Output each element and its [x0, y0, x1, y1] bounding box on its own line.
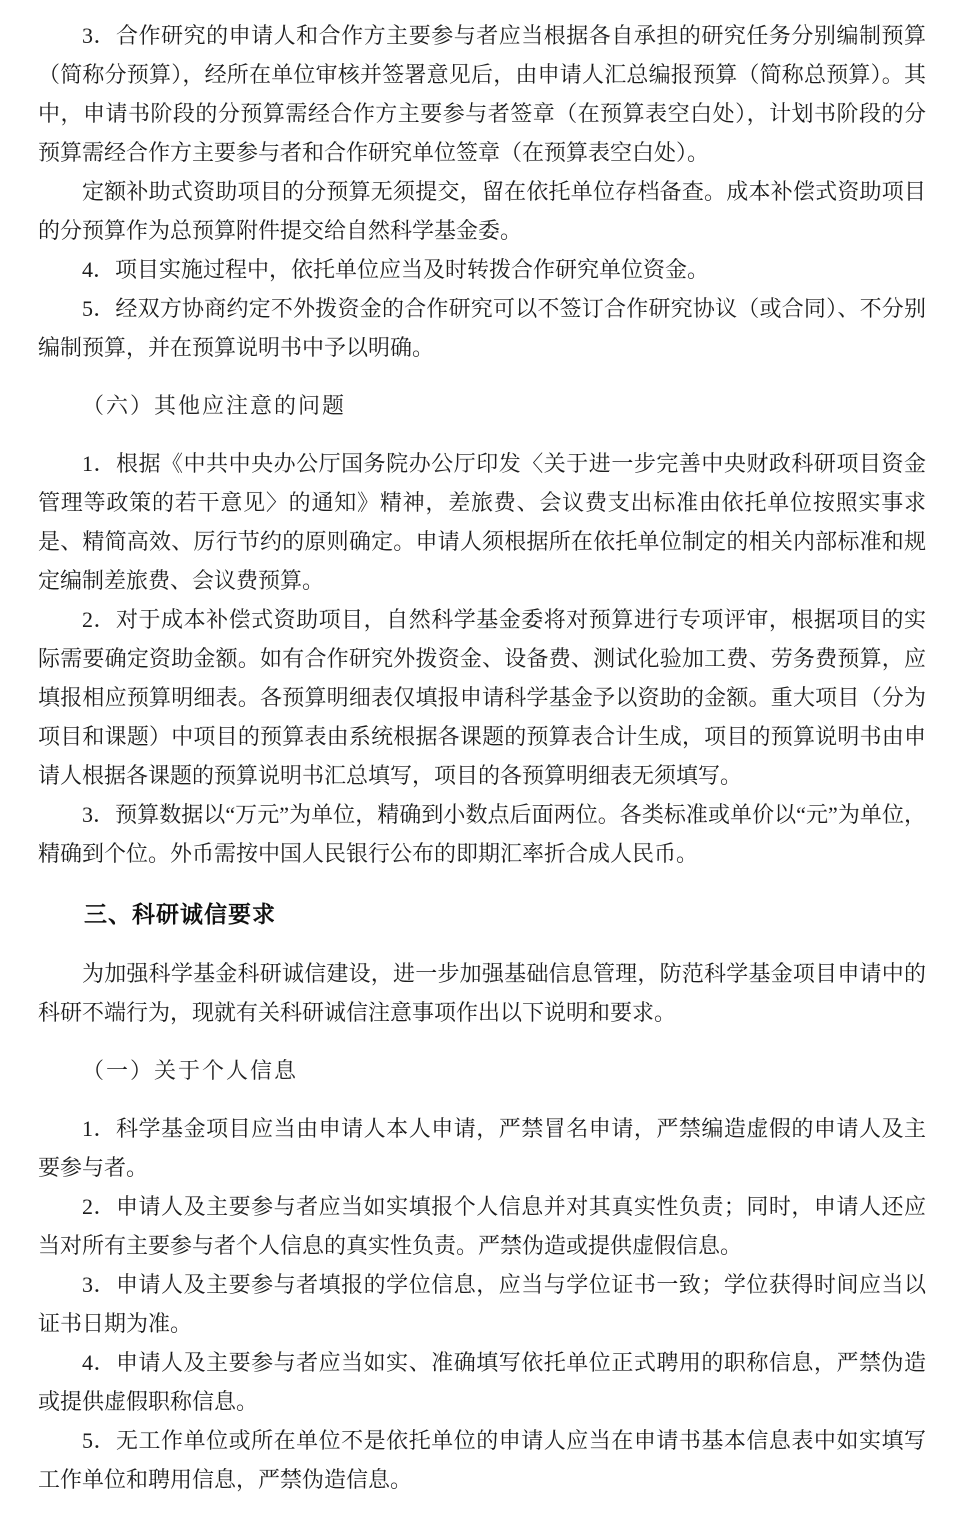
subsection-heading: （一）关于个人信息 — [82, 1058, 299, 1083]
paragraph: 为加强科学基金科研诚信建设，进一步加强基础信息管理，防范科学基金项目申请中的科研不端行为，现就有关科研诚信注意事项作出以下说明和要求。 — [38, 961, 926, 1025]
paragraph: 3．合作研究的申请人和合作方主要参与者应当根据各自承担的研究任务分别编制预算（简称分预算），经所在单位审核并签署意见后，由申请人汇总编报预算（简称总预算）。其中，申请书阶段的分预算需经合作方主要参与者签章（在预算表空白处），计划书阶段的分预算需经合作方主要参与者和合作研究单位签章（在预算表空白处）。 — [38, 23, 926, 165]
paragraph: 5．经双方协商约定不外拨资金的合作研究可以不签订合作研究协议（或合同）、不分别编制预算，并在预算说明书中予以明确。 — [38, 296, 926, 360]
paragraph: 定额补助式资助项目的分预算无须提交，留在依托单位存档备查。成本补偿式资助项目的分预算作为总预算附件提交给自然科学基金委。 — [38, 179, 926, 243]
paragraph: 2．对于成本补偿式资助项目，自然科学基金委将对预算进行专项评审，根据项目的实际需要确定资助金额。如有合作研究外拨资金、设备费、测试化验加工费、劳务费预算，应填报相应预算明细表。各预算明细表仅填报申请科学基金予以资助的金额。重大项目（分为项目和课题）中项目的预算表由系统根据各课题的预算表合计生成，项目的预算说明书由申请人根据各课题的预算说明书汇总填写，项目的各预算明细表无须填写。 — [38, 607, 926, 788]
paragraph: 1．根据《中共中央办公厅国务院办公厅印发〈关于进一步完善中央财政科研项目资金管理等政策的若干意见〉的通知》精神，差旅费、会议费支出标准由依托单位按照实事求是、精简高效、厉行节约的原则确定。申请人须根据所在依托单位制定的相关内部标准和规定编制差旅费、会议费预算。 — [38, 451, 926, 593]
paragraph: 3．申请人及主要参与者填报的学位信息，应当与学位证书一致；学位获得时间应当以证书日期为准。 — [38, 1272, 926, 1336]
paragraph: 1．科学基金项目应当由申请人本人申请，严禁冒名申请，严禁编造虚假的申请人及主要参与者。 — [38, 1116, 926, 1180]
paragraph: 2．申请人及主要参与者应当如实填报个人信息并对其真实性负责；同时，申请人还应当对所有主要参与者个人信息的真实性负责。严禁伪造或提供虚假信息。 — [38, 1194, 926, 1258]
subsection-heading: （六）其他应注意的问题 — [82, 393, 347, 418]
paragraph: 4．申请人及主要参与者应当如实、准确填写依托单位正式聘用的职称信息，严禁伪造或提供虚假职称信息。 — [38, 1350, 926, 1414]
section-heading: 三、科研诚信要求 — [84, 901, 276, 927]
paragraph: 3．预算数据以“万元”为单位，精确到小数点后面两位。各类标准或单价以“元”为单位，精确到个位。外币需按中国人民银行公布的即期汇率折合成人民币。 — [38, 802, 926, 866]
paragraph: 4．项目实施过程中，依托单位应当及时转拨合作研究单位资金。 — [82, 257, 710, 282]
paragraph: 5．无工作单位或所在单位不是依托单位的申请人应当在申请书基本信息表中如实填写工作单位和聘用信息，严禁伪造信息。 — [38, 1428, 926, 1492]
